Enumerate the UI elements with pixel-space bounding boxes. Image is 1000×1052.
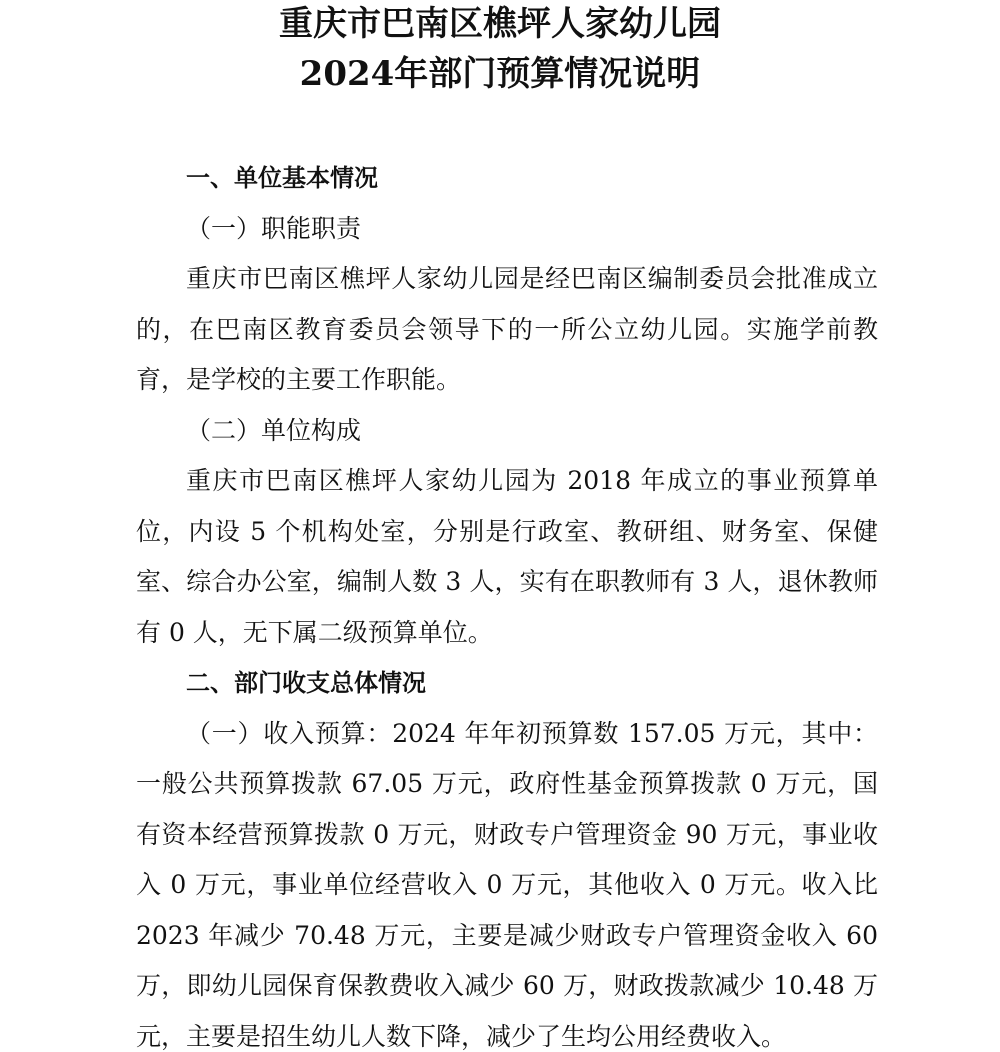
section-heading-basic-info: 一、单位基本情况	[186, 164, 378, 192]
document-body	[136, 153, 878, 1052]
subsection-heading-structure: （二）单位构成	[186, 415, 362, 445]
paragraph-duties: 重庆市巴南区樵坪人家幼儿园是经巴南区编制委员会批准成立的，在巴南区教育委员会领导下的一所公立幼儿园。实施学前教育，是学校的主要工作职能。	[136, 264, 878, 394]
subsection-heading-duties: （一）职能职责	[186, 213, 362, 243]
document-title-line-1: 重庆市巴南区樵坪人家幼儿园	[279, 4, 721, 44]
paragraph-structure: 重庆市巴南区樵坪人家幼儿园为 2018 年成立的事业预算单位，内设 5 个机构处室，分别是行政室、教研组、财务室、保健室、综合办公室，编制人数 3 人，实有在职教师有 3 人，退休教师有 0 人，无下属二级预算单位。	[136, 466, 878, 647]
paragraph-income-budget: （一）收入预算：2024 年年初预算数 157.05 万元，其中：一般公共预算拨款 67.05 万元，政府性基金预算拨款 0 万元，国有资本经营预算拨款 0 万元，财政专户管理资金 90 万元，事业收入 0 万元，事业单位经营收入 0 万元，其他收入 0 万元。收入比 2023 年减少 70.48 万元，主要是减少财政专户管理资金收入 60 万，即幼儿园保育保教费收入减少 60 万，财政拨款减少 10.48 万元，主要是招生幼儿人数下降，减少了生均公用经费收入。	[136, 718, 878, 1051]
document-title-line-2: 2024年部门预算情况说明	[299, 54, 701, 94]
section-heading-budget-overview: 二、部门收支总体情况	[186, 669, 426, 697]
